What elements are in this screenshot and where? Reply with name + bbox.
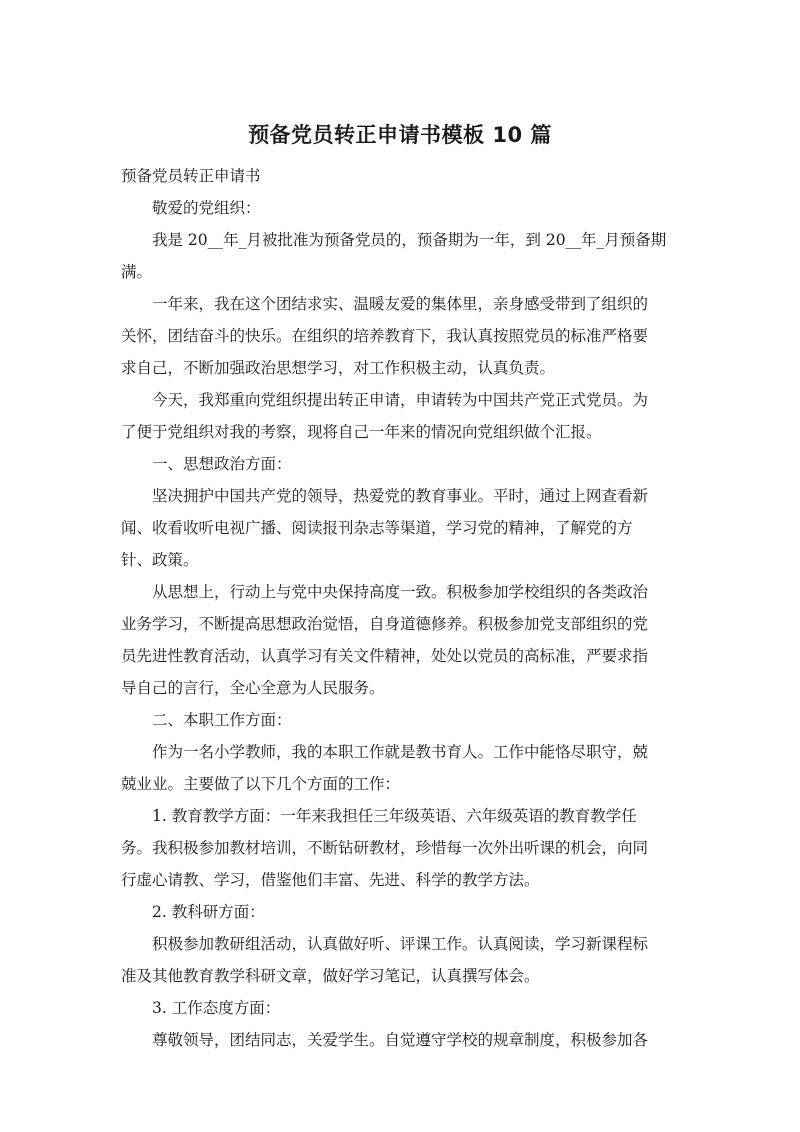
text-line: 积极参加教研组活动，认真做好听、评课工作。认真阅读，学习新课程标 [152,935,649,953]
text-line: 满。 [121,263,153,281]
text-line: 二、本职工作方面： [152,711,292,729]
text-line: 求自己，不断加强政治思想学习，对工作积极主动，认真负责。 [121,359,556,377]
text-line: 导自己的言行，全心全意为人民服务。 [121,679,385,697]
text-line: 准及其他教育教学科研文章，做好学习笔记，认真撰写体会。 [121,967,540,985]
text-line: 尊敬领导，团结同志，关爱学生。自觉遵守学校的规章制度，积极参加各 [152,1031,649,1049]
text-line: 闻、收看收听电视广播、阅读报刊杂志等渠道，学习党的精神，了解党的方 [121,519,633,537]
text-line: 务。我积极参加教材培训，不断钻研教材，珍惜每一次外出听课的机会，向同 [121,839,649,857]
text-line: 敬爱的党组织： [152,199,261,217]
text-line: 预备党员转正申请书 [121,167,261,185]
text-line: 一年来，我在这个团结求实、温暖友爱的集体里，亲身感受带到了组织的 [152,295,649,313]
text-line: 3. 工作态度方面： [152,999,281,1017]
text-line: 我是 20__年_月被批准为预备党员的，预备期为一年，到 20__年_月预备期 [152,231,667,249]
text-line: 业务学习，不断提高思想政治觉悟，自身道德修养。积极参加党支部组织的党 [121,615,649,633]
text-line: 行虚心请教、学习，借鉴他们丰富、先进、科学的教学方法。 [121,871,540,889]
text-line: 坚决拥护中国共产党的领导，热爱党的教育事业。平时，通过上网查看新 [152,487,649,505]
text-line: 关怀，团结奋斗的快乐。在组织的培养教育下，我认真按照党员的标准严格要 [121,327,649,345]
text-line: 一、思想政治方面： [152,455,292,473]
text-line: 兢业业。主要做了以下几个方面的工作： [121,775,401,793]
text-line: 从思想上，行动上与党中央保持高度一致。积极参加学校组织的各类政治 [152,583,649,601]
text-line: 2. 教科研方面： [152,903,265,921]
document-body [121,160,680,1056]
text-line: 员先进性教育活动，认真学习有关文件精神，处处以党员的高标准，严要求指 [121,647,649,665]
text-line: 今天，我郑重向党组织提出转正申请，申请转为中国共产党正式党员。为 [152,391,649,409]
text-line: 针、政策。 [121,551,199,569]
text-line: 作为一名小学教师，我的本职工作就是教书育人。工作中能恪尽职守，兢 [152,743,649,761]
text-line: 1. 教育教学方面：一年来我担任三年级英语、六年级英语的教育教学任 [152,807,637,825]
text-line: 了便于党组织对我的考察，现将自己一年来的情况向党组织做个汇报。 [121,423,602,441]
document-title: 预备党员转正申请书模板 10 篇 [248,123,552,147]
